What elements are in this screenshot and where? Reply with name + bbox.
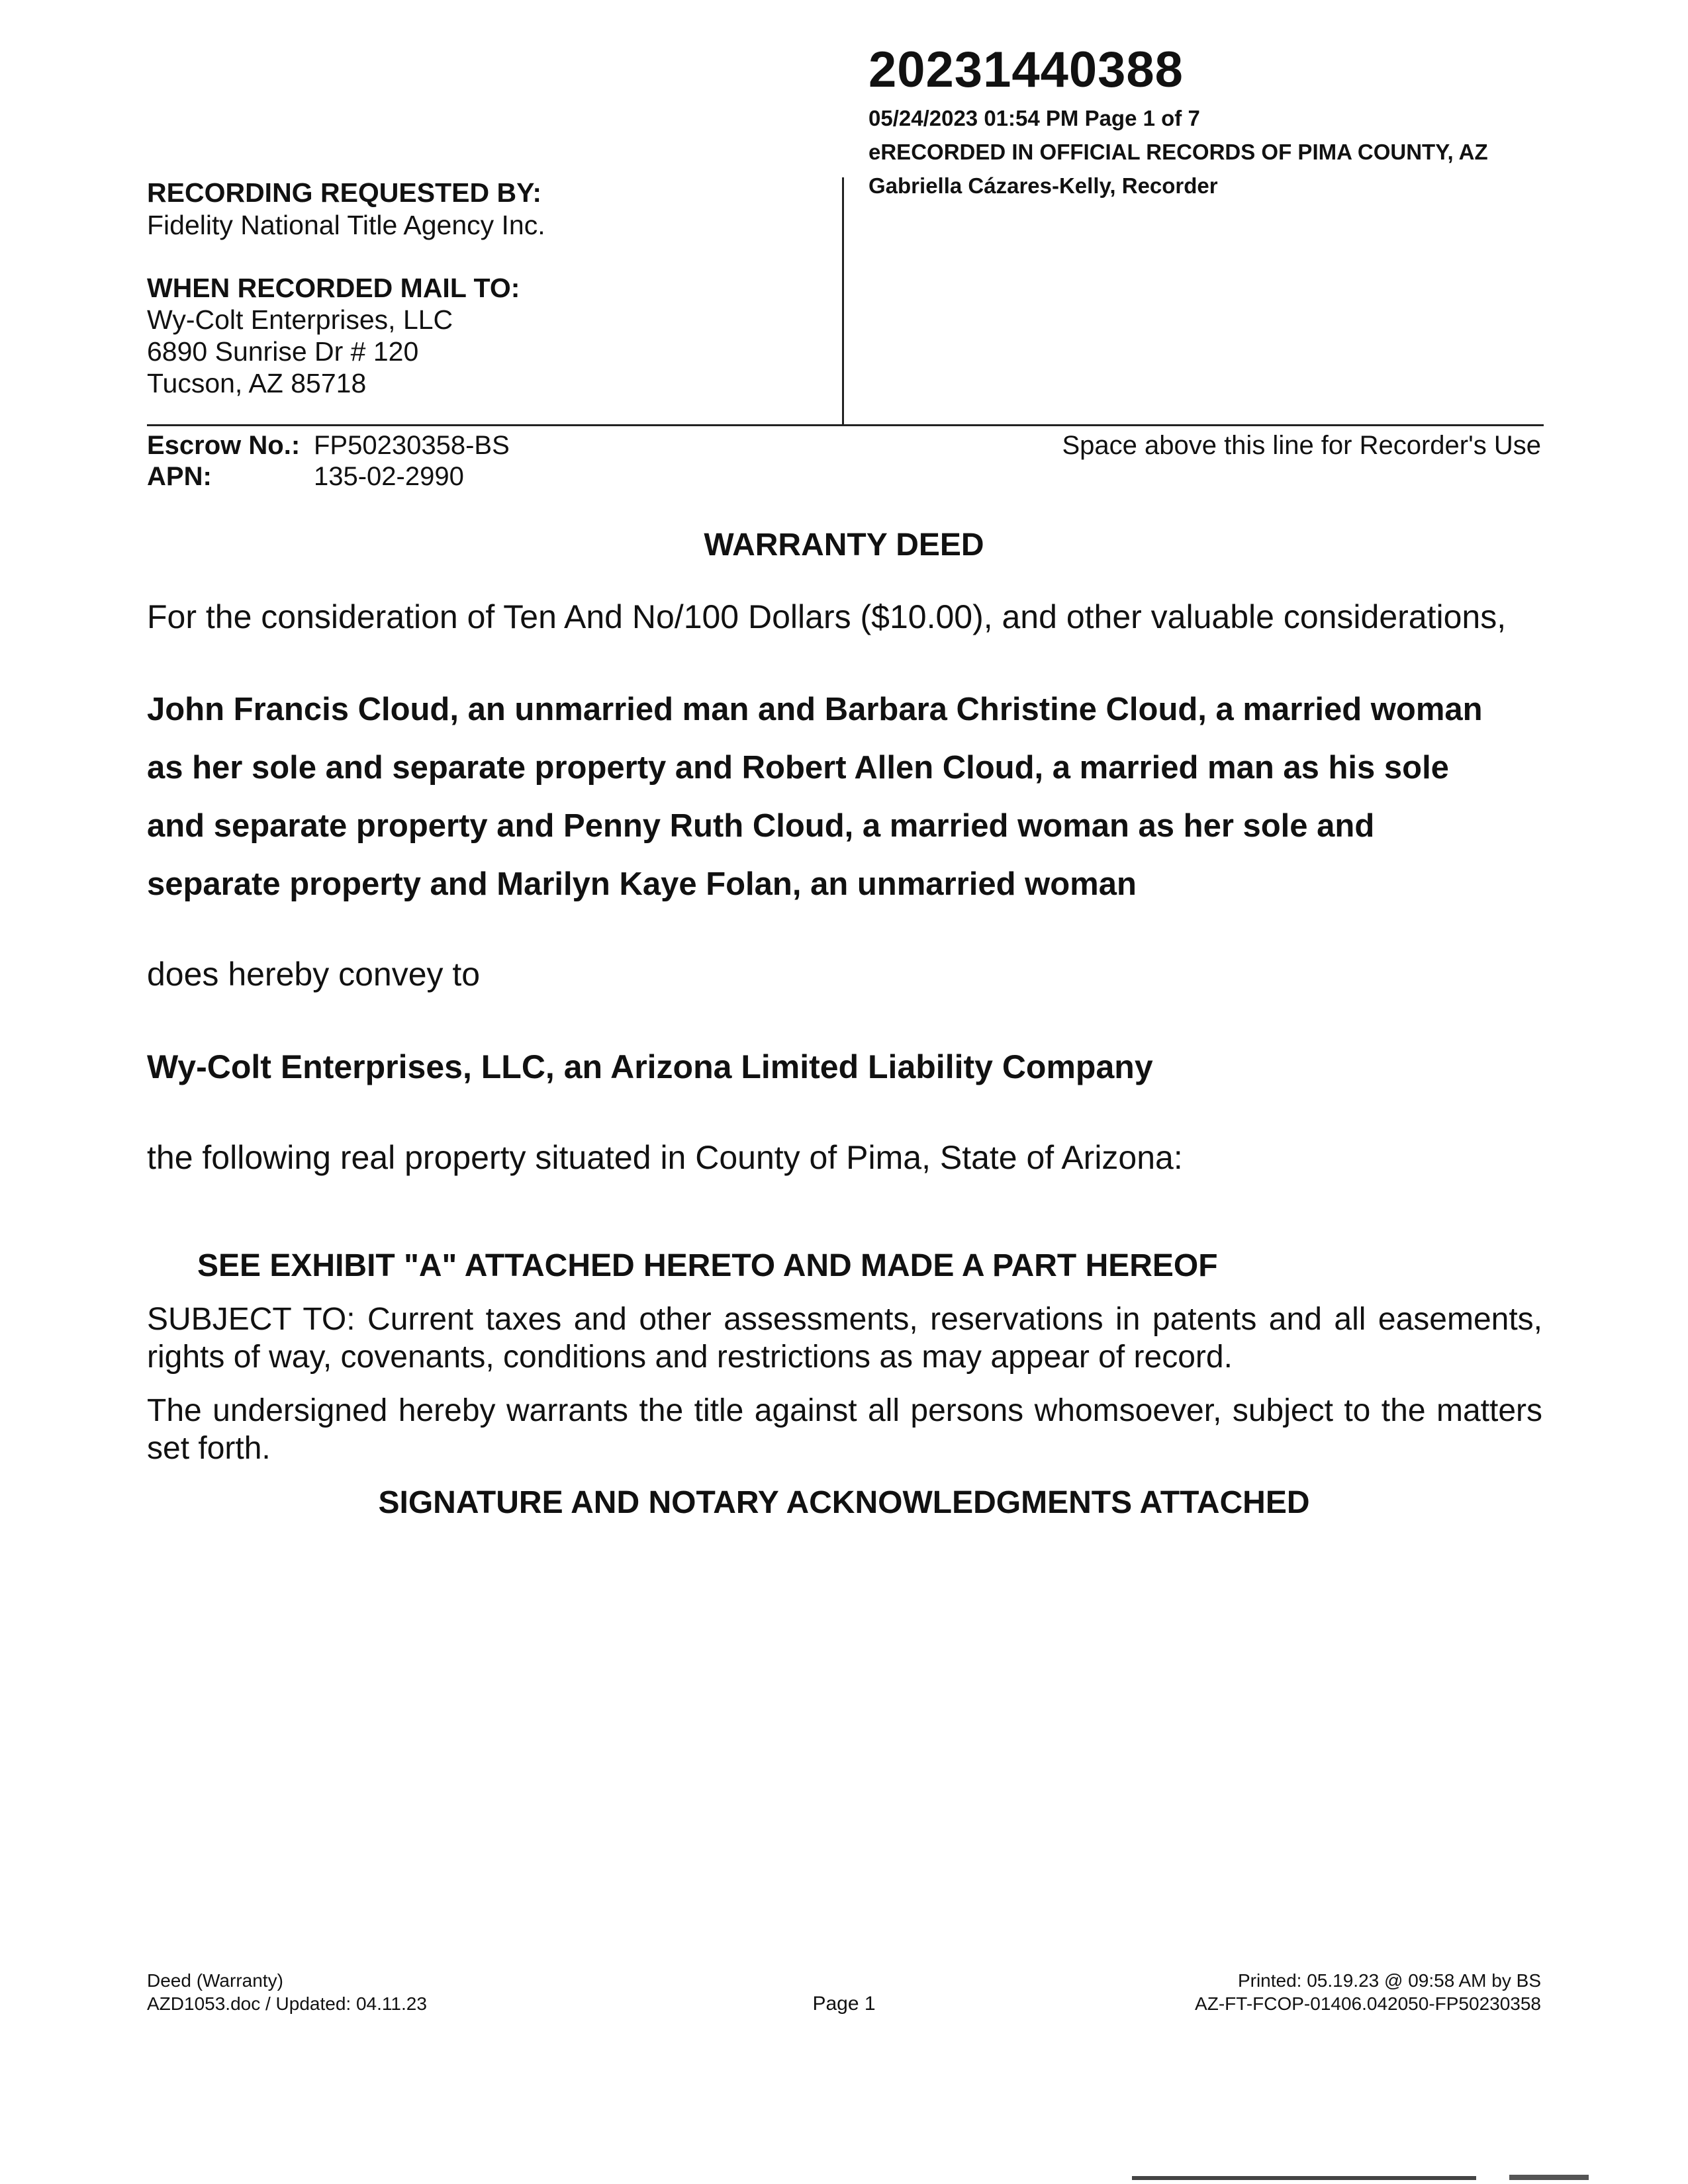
property-location-text: the following real property situated in County of Pima, State of Arizona: <box>147 1139 1183 1176</box>
header-vertical-divider <box>842 177 844 426</box>
escrow-row <box>147 431 510 461</box>
consideration-text: For the consideration of Ten And No/100 Dollars ($10.00), and other valuable considerations, <box>147 598 1507 635</box>
warranty-paragraph: The undersigned hereby warrants the title against all persons whomsoever, subject to the matters set forth. <box>147 1393 1542 1466</box>
recording-document-number: 20231440388 <box>868 42 1184 98</box>
escrow-label: Escrow No.: <box>147 431 301 460</box>
footer-file-ref: AZ-FT-FCOP-01406.042050-FP50230358 <box>1195 1993 1541 2014</box>
recorder-name: Gabriella Cázares-Kelly, Recorder <box>868 173 1218 198</box>
subject-to-paragraph: SUBJECT TO: Current taxes and other assessments, reservations in patents and all easements, rights of way, covenants, conditions and restrictions as may appear of record. <box>147 1302 1542 1375</box>
recorder-use-note: Space above this line for Recorder's Use <box>1062 431 1541 460</box>
mail-to-line: 6890 Sunrise Dr # 120 <box>147 336 419 367</box>
recording-requested-value: Fidelity National Title Agency Inc. <box>147 210 545 240</box>
scan-artifact-mark <box>1509 2175 1589 2180</box>
signature-notary-note: SIGNATURE AND NOTARY ACKNOWLEDGMENTS ATTACHED <box>378 1485 1310 1520</box>
grantor-block <box>147 680 1550 913</box>
mail-to-line: Tucson, AZ 85718 <box>147 368 367 398</box>
apn-label: APN: <box>147 462 212 491</box>
deed-title: WARRANTY DEED <box>704 527 984 563</box>
grantor-line: John Francis Cloud, an unmarried man and Barbara Christine Cloud, a married woman <box>147 692 1483 727</box>
exhibit-reference: SEE EXHIBIT "A" ATTACHED HERETO AND MADE A PART HEREOF <box>197 1248 1218 1283</box>
mail-to-line: Wy-Colt Enterprises, LLC <box>147 304 453 335</box>
footer-page-number: Page 1 <box>812 1993 876 2015</box>
scan-artifact-strip <box>1132 2176 1476 2180</box>
recorder-space-divider <box>147 424 1544 426</box>
mail-to-label: WHEN RECORDED MAIL TO: <box>147 273 520 303</box>
footer-doc-ref: AZD1053.doc / Updated: 04.11.23 <box>147 1993 427 2014</box>
grantee-name: Wy-Colt Enterprises, LLC, an Arizona Limited Liability Company <box>147 1048 1153 1085</box>
footer-printed: Printed: 05.19.23 @ 09:58 AM by BS <box>1237 1970 1541 1991</box>
recording-requested-label: RECORDING REQUESTED BY: <box>147 177 542 208</box>
grantor-line: separate property and Marilyn Kaye Folan, an unmarried woman <box>147 866 1137 902</box>
apn-row <box>147 462 464 492</box>
recording-datetime-page: 05/24/2023 01:54 PM Page 1 of 7 <box>868 106 1200 130</box>
convey-text: does hereby convey to <box>147 956 481 993</box>
escrow-value: FP50230358-BS <box>314 431 510 460</box>
apn-value: 135-02-2990 <box>314 462 464 491</box>
footer-doc-type: Deed (Warranty) <box>147 1970 283 1991</box>
recorded-official-records: eRECORDED IN OFFICIAL RECORDS OF PIMA COUNTY, AZ <box>868 140 1488 164</box>
grantor-line: and separate property and Penny Ruth Cloud, a married woman as her sole and <box>147 808 1375 844</box>
grantor-line: as her sole and separate property and Robert Allen Cloud, a married man as his sole <box>147 750 1449 786</box>
